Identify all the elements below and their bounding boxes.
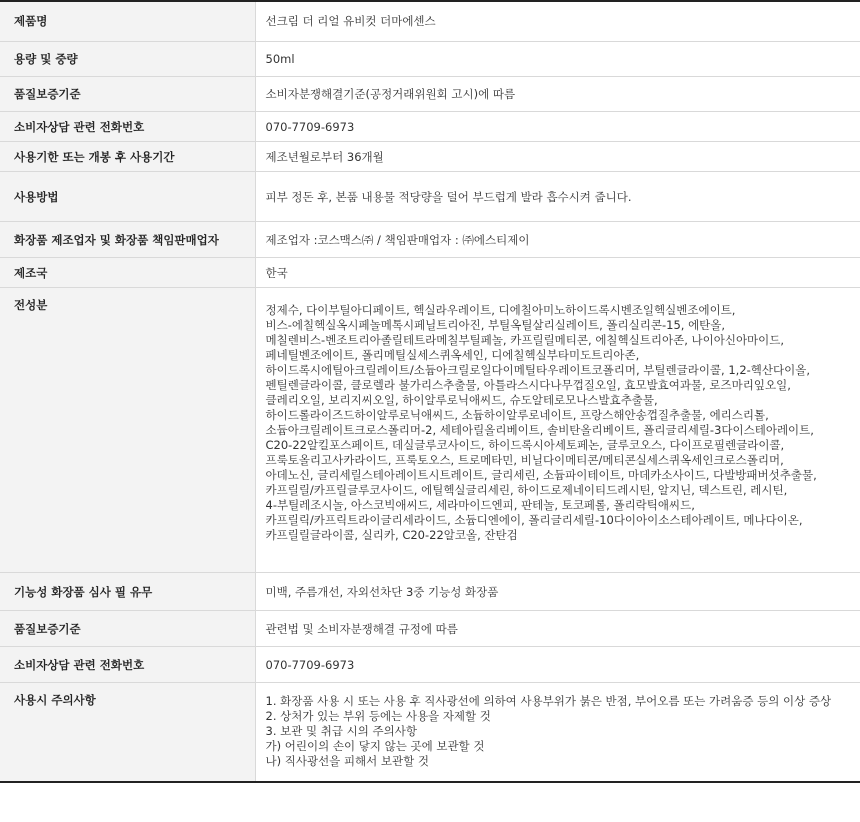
ingredient-line: 4-부틸레조시놀, 아스코빅애씨드, 세라마이드엔피, 판테놀, 토코페롤, 폴리락틱애씨드, [265,497,695,512]
caution-line: 2. 상처가 있는 부위 등에는 사용을 자제할 것 [265,708,491,723]
row-value: 070-7709-6973 [255,646,860,682]
row-label: 품질보증기준 [0,610,255,646]
ingredient-line: 비스-에칠헥실옥시페놀메톡시페닐트리아진, 부틸옥틸살리실레이트, 폴리실리콘-15, 에탄올, [265,317,726,332]
ingredient-line: 메칠렌비스-벤조트리아졸릴테트라메칠부틸페놀, 카프릴릴메티콘, 에칠헥실트리아존, 나이아신아마이드, [265,332,785,347]
row-value: 관련법 및 소비자분쟁해결 규정에 따름 [255,610,860,646]
row-value: 피부 정돈 후, 본품 내용물 적당량을 덜어 부드럽게 발라 흡수시켜 줍니다. [255,171,860,221]
ingredients-lines [266,303,860,543]
row-label: 사용시 주의사항 [0,682,255,782]
row-label: 사용기한 또는 개봉 후 사용기간 [0,141,255,171]
caution-line: 나) 직사광선을 피해서 보관할 것 [265,753,430,768]
ingredient-line: 카프릴릴/카프릴글루코사이드, 에틸헥실글리세린, 하이드로제네이티드레시틴, 알지닌, 덱스트린, 레시틴, [265,482,788,497]
ingredient-line: 카프릴릭/카프릭트라이글리세라이드, 소듐디엔에이, 폴리글리세릴-10다이아이소스테아레이트, 메나다이온, [265,512,803,527]
ingredient-line: 페네틸벤조에이트, 폴리메틸실세스퀴옥세인, 디에칠헥실부타미도트리아존, [265,347,640,362]
table-row [0,221,860,257]
caution-line: 가) 어린이의 손이 닿지 않는 곳에 보관할 것 [265,738,485,753]
row-value: 한국 [255,257,860,287]
ingredient-line: 펜틸렌글라이콜, 클로렐라 불가리스추출물, 아틀라스시다나무껍질오일, 효모발효여과물, 로즈마리잎오일, [265,377,791,392]
table-row [0,646,860,682]
row-label: 제품명 [0,1,255,41]
row-label: 화장품 제조업자 및 화장품 책임판매업자 [0,221,255,257]
table-row [0,171,860,221]
row-value: 미백, 주름개선, 자외선차단 3중 기능성 화장품 [255,572,860,610]
ingredients-value [255,287,860,572]
caution-line: 3. 보관 및 취급 시의 주의사항 [265,723,417,738]
ingredient-line: 카프릴릴글라이콜, 실리카, C20-22알코올, 잔탄검 [265,527,518,542]
ingredient-line: 정제수, 다이부틸아디페이트, 헥실라우레이트, 디에칠아미노하이드록시벤조일헥실벤조에이트, [265,302,736,317]
row-label: 전성분 [0,287,255,572]
ingredient-line: C20-22알킬포스페이트, 데실글루코사이드, 하이드록시아세토페논, 글루코오스, 다이프로필렌글라이콜, [265,437,785,452]
ingredient-line: 프룩토올리고사카라이드, 프룩토오스, 트로메타민, 비닐다이메티콘/메티콘실세스퀴옥세인크로스폴리머, [265,452,784,467]
row-value: 50ml [255,41,860,76]
ingredient-line: 아데노신, 글리세릴스테아레이트시트레이트, 글리세린, 소듐파이테이트, 마데카소사이드, 다발방패버섯추출물, [265,467,817,482]
table-row [0,257,860,287]
table-row [0,682,860,782]
table-row [0,287,860,572]
table-row [0,41,860,76]
ingredient-line: 하이드롤라이즈드하이알루로닉애씨드, 소듐하이알루로네이트, 프랑스해안송껍질추출물, 에리스리톨, [265,407,769,422]
table-row [0,141,860,171]
caution-value [255,682,860,782]
row-value: 제조업자 :코스맥스㈜ / 책임판매업자 : ㈜에스티제이 [255,221,860,257]
table-row [0,76,860,111]
table-row [0,111,860,141]
table-row [0,1,860,41]
table-row [0,610,860,646]
table-row [0,572,860,610]
row-label: 소비자상담 관련 전화번호 [0,646,255,682]
row-label: 소비자상담 관련 전화번호 [0,111,255,141]
row-value: 소비자분쟁해결기준(공정거래위원회 고시)에 따름 [255,76,860,111]
row-label: 사용방법 [0,171,255,221]
row-label: 기능성 화장품 심사 필 유무 [0,572,255,610]
caution-line: 1. 화장품 사용 시 또는 사용 후 직사광선에 의하여 사용부위가 붉은 반점, 부어오름 또는 가려움증 등의 이상 증상 [265,693,832,708]
row-value: 070-7709-6973 [255,111,860,141]
row-label: 품질보증기준 [0,76,255,111]
row-value: 선크림 더 리얼 유비컷 더마에센스 [255,1,860,41]
row-value: 제조년월로부터 36개월 [255,141,860,171]
row-label: 제조국 [0,257,255,287]
ingredient-line: 클레리오일, 보리지씨오일, 하이알루로닉애씨드, 슈도알테로모나스발효추출물, [265,392,658,407]
ingredient-line: 하이드록시에틸아크릴레이트/소듐아크릴로일다이메틸타우레이트코폴리머, 부틸렌글라이콜, 1,2-헥산다이올, [265,362,810,377]
row-label: 용량 및 중량 [0,41,255,76]
caution-lines [266,694,860,769]
ingredient-line: 소듐아크릴레이트크로스폴리머-2, 세테아릴올리베이트, 솔비탄올리베이트, 폴리글리세릴-3다이스테아레이트, [265,422,814,437]
